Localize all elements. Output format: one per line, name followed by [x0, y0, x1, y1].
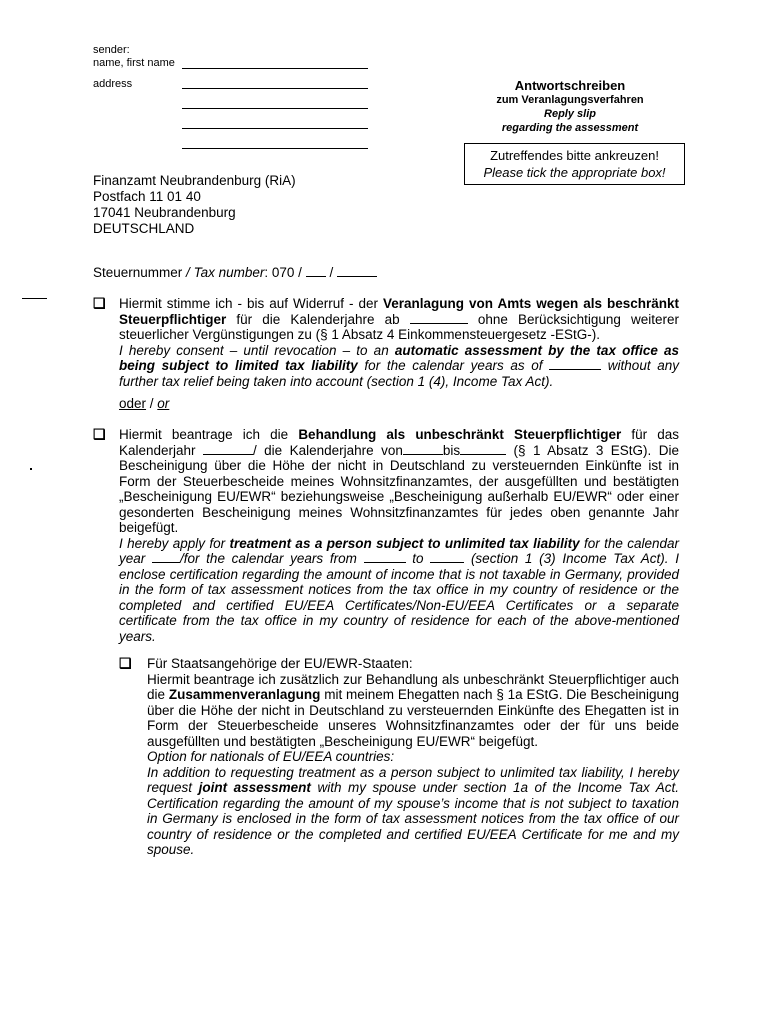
tax-number-slash-2: / — [329, 265, 334, 280]
option-2-text — [119, 427, 679, 644]
option-3-checkbox[interactable]: ❏ — [119, 655, 132, 671]
option-1-checkbox[interactable]: ❏ — [93, 295, 106, 311]
option-2-de-text-c: für das Kalenderjahr — [119, 427, 679, 458]
tick-notice-box — [464, 143, 685, 185]
option-1-year-field-en[interactable] — [549, 358, 601, 370]
option-2-de-text-e: bis — [442, 442, 461, 458]
option-2-year-field-de[interactable] — [203, 443, 253, 455]
punch-mark — [30, 468, 32, 470]
option-2-de-text-a: Hiermit beantrage ich die — [119, 427, 299, 442]
option-1-en-text-c: for the calendar years as of — [357, 358, 550, 373]
option-3-de-text-c: mit meinem Ehegatten nach § 1a EStG. Die Bescheinigung über die Höhe der nicht in Deutschland zu versteuernden Einkünfte des Ehegatten ist in Form der Steuerbescheide unseres Wohnsitzfinanzamtes oder der für uns beide ausgefüllten und bestätigten „Bescheinigung EU/EWR“ beigefügt. — [147, 687, 679, 749]
address-line-2[interactable] — [182, 108, 368, 109]
option-2-from-field-en[interactable] — [364, 551, 406, 563]
option-1-de-text-d: ohne Berücksichtigung weiterer steuerlicher Vergünstigungen zu (§ 1 Absatz 4 Einkommensteuergesetz -EStG-). — [119, 311, 679, 342]
or-en: or — [157, 396, 170, 411]
option-3-en-text-c: with my spouse under section 1a of the Income Tax Act. Certification regarding the amount of my spouse’s income that is not subject to taxation in Germany is enclosed in the form of tax assessment notices from the tax office of our country of residence or the completed and certified EU/EEA Certificate for me and my spouse. — [147, 780, 680, 857]
option-3-text — [147, 656, 679, 858]
option-2-year-field-en[interactable] — [152, 551, 180, 563]
fold-mark — [22, 298, 47, 299]
option-2-en-text-a: I hereby apply for — [119, 535, 230, 551]
name-label: name, first name — [93, 57, 175, 69]
option-3-en-bold: joint assessment — [198, 780, 311, 795]
option-3-en-text-a: In addition to requesting treatment as a person subject to unlimited tax liability, I hereby request — [147, 764, 679, 795]
tax-number-label-en: Tax number — [193, 265, 265, 280]
option-2-en-text-f: (section 1 (3) Income Tax Act). I enclose certification regarding the amount of income that is not taxable in Germany, provided in the form of tax assessment notices from the tax office in my country of residence or the completed and certified EU/EEA Certificates/Non-EU/EEA Certificates or a separate certificate from the tax office in my country of residence for each of the above-mentioned years. — [119, 551, 679, 644]
option-1-en-bold: automatic assessment by the tax office as being subject to limited tax liability — [119, 342, 679, 373]
option-3-heading: Für Staatsangehörige der EU/EWR-Staaten: — [147, 656, 413, 671]
option-2-en-text-e: to — [405, 551, 431, 566]
form-title: Antwortschreiben — [514, 78, 626, 93]
tax-number-prefix: 070 — [271, 265, 295, 280]
option-2-de-text-f: (§ 1 Absatz 3 EStG). Die Bescheinigung über die Höhe der nicht in Deutschland zu versteuernden Einkünfte ist in Form der Steuerbescheide meines Wohnsitzfinanzamtes, der ausgefüllten und bestätigten „Bescheinigung EU/EWR“ beziehungsweise „Bescheinigung außerhalb EU/EWR“ oder einer gesonderten Bescheinigung meines Wohnsitzfinanzamtes für jedes oben genannte Jahr beigefügt. — [119, 442, 679, 535]
or-separator — [119, 396, 169, 411]
recipient-line-2: Postfach 11 01 40 — [93, 189, 201, 204]
option-2-from-field-de[interactable] — [403, 443, 443, 455]
tax-number-slash-1: / — [298, 265, 302, 280]
recipient-line-4: DEUTSCHLAND — [93, 221, 195, 236]
tax-number-row — [93, 265, 377, 280]
form-title-en: Reply slip — [544, 108, 596, 120]
option-2-en-bold: treatment as a person subject to unlimited tax liability — [229, 535, 580, 551]
notice-de: Zutreffendes bitte ankreuzen! — [490, 148, 659, 163]
recipient-address — [93, 173, 296, 237]
option-3-de-bold: Zusammenveranlagung — [168, 687, 321, 702]
tax-number-field-2[interactable] — [337, 265, 377, 277]
option-1-de-text-c: für die Kalenderjahre ab — [226, 311, 410, 327]
form-subtitle-de: zum Veranlagungsverfahren — [496, 94, 644, 106]
option-2-checkbox[interactable]: ❏ — [93, 426, 106, 442]
sender-label: sender: — [93, 44, 130, 56]
option-2-en-text-d: /for the calendar years from — [179, 551, 364, 566]
option-1-text — [119, 296, 679, 389]
or-de: oder — [119, 396, 147, 411]
option-2-to-field-en[interactable] — [430, 551, 464, 563]
notice-en: Please tick the appropriate box! — [483, 165, 666, 180]
form-subtitle-en: regarding the assessment — [501, 122, 639, 134]
tax-number-colon: : — [264, 265, 272, 280]
option-2-de-text-d: / die Kalenderjahre von — [252, 442, 403, 458]
option-1-de-text-a: Hiermit stimme ich - bis auf Widerruf - der — [119, 296, 383, 311]
option-1-year-field-de[interactable] — [410, 312, 468, 324]
address-line-1[interactable] — [182, 88, 368, 89]
recipient-line-3: 17041 Neubrandenburg — [93, 205, 236, 220]
option-2-de-bold: Behandlung als unbeschränkt Steuerpflichtiger — [298, 427, 622, 442]
recipient-line-1: Finanzamt Neubrandenburg (RiA) — [93, 173, 296, 188]
option-2-en-text-c: for the calendar year — [119, 535, 679, 566]
tax-number-field-1[interactable] — [306, 265, 326, 277]
tax-number-label-de: Steuernummer — [93, 265, 183, 280]
tax-number-separator: / — [182, 265, 194, 280]
address-line-4[interactable] — [182, 148, 368, 149]
option-3-en-heading: Option for nationals of EU/EEA countries: — [147, 749, 395, 764]
option-1-de-bold: Veranlagung von Amts wegen als beschränkt Steuerpflichtiger — [119, 296, 680, 327]
option-2-to-field-de[interactable] — [460, 443, 506, 455]
address-label: address — [93, 78, 133, 90]
option-3-de-text-a: Hiermit beantrage ich zusätzlich zur Behandlung als unbeschränkt Steuerpflichtiger auch die — [147, 671, 679, 702]
option-1-en-text-d: without any further tax relief being taken into account (section 1 (4), Income Tax Act). — [119, 358, 679, 389]
option-1-en-text-a: I hereby consent – until revocation – to an — [119, 342, 395, 358]
name-field[interactable] — [182, 68, 368, 69]
address-line-3[interactable] — [182, 128, 368, 129]
or-slash: / — [146, 396, 158, 411]
